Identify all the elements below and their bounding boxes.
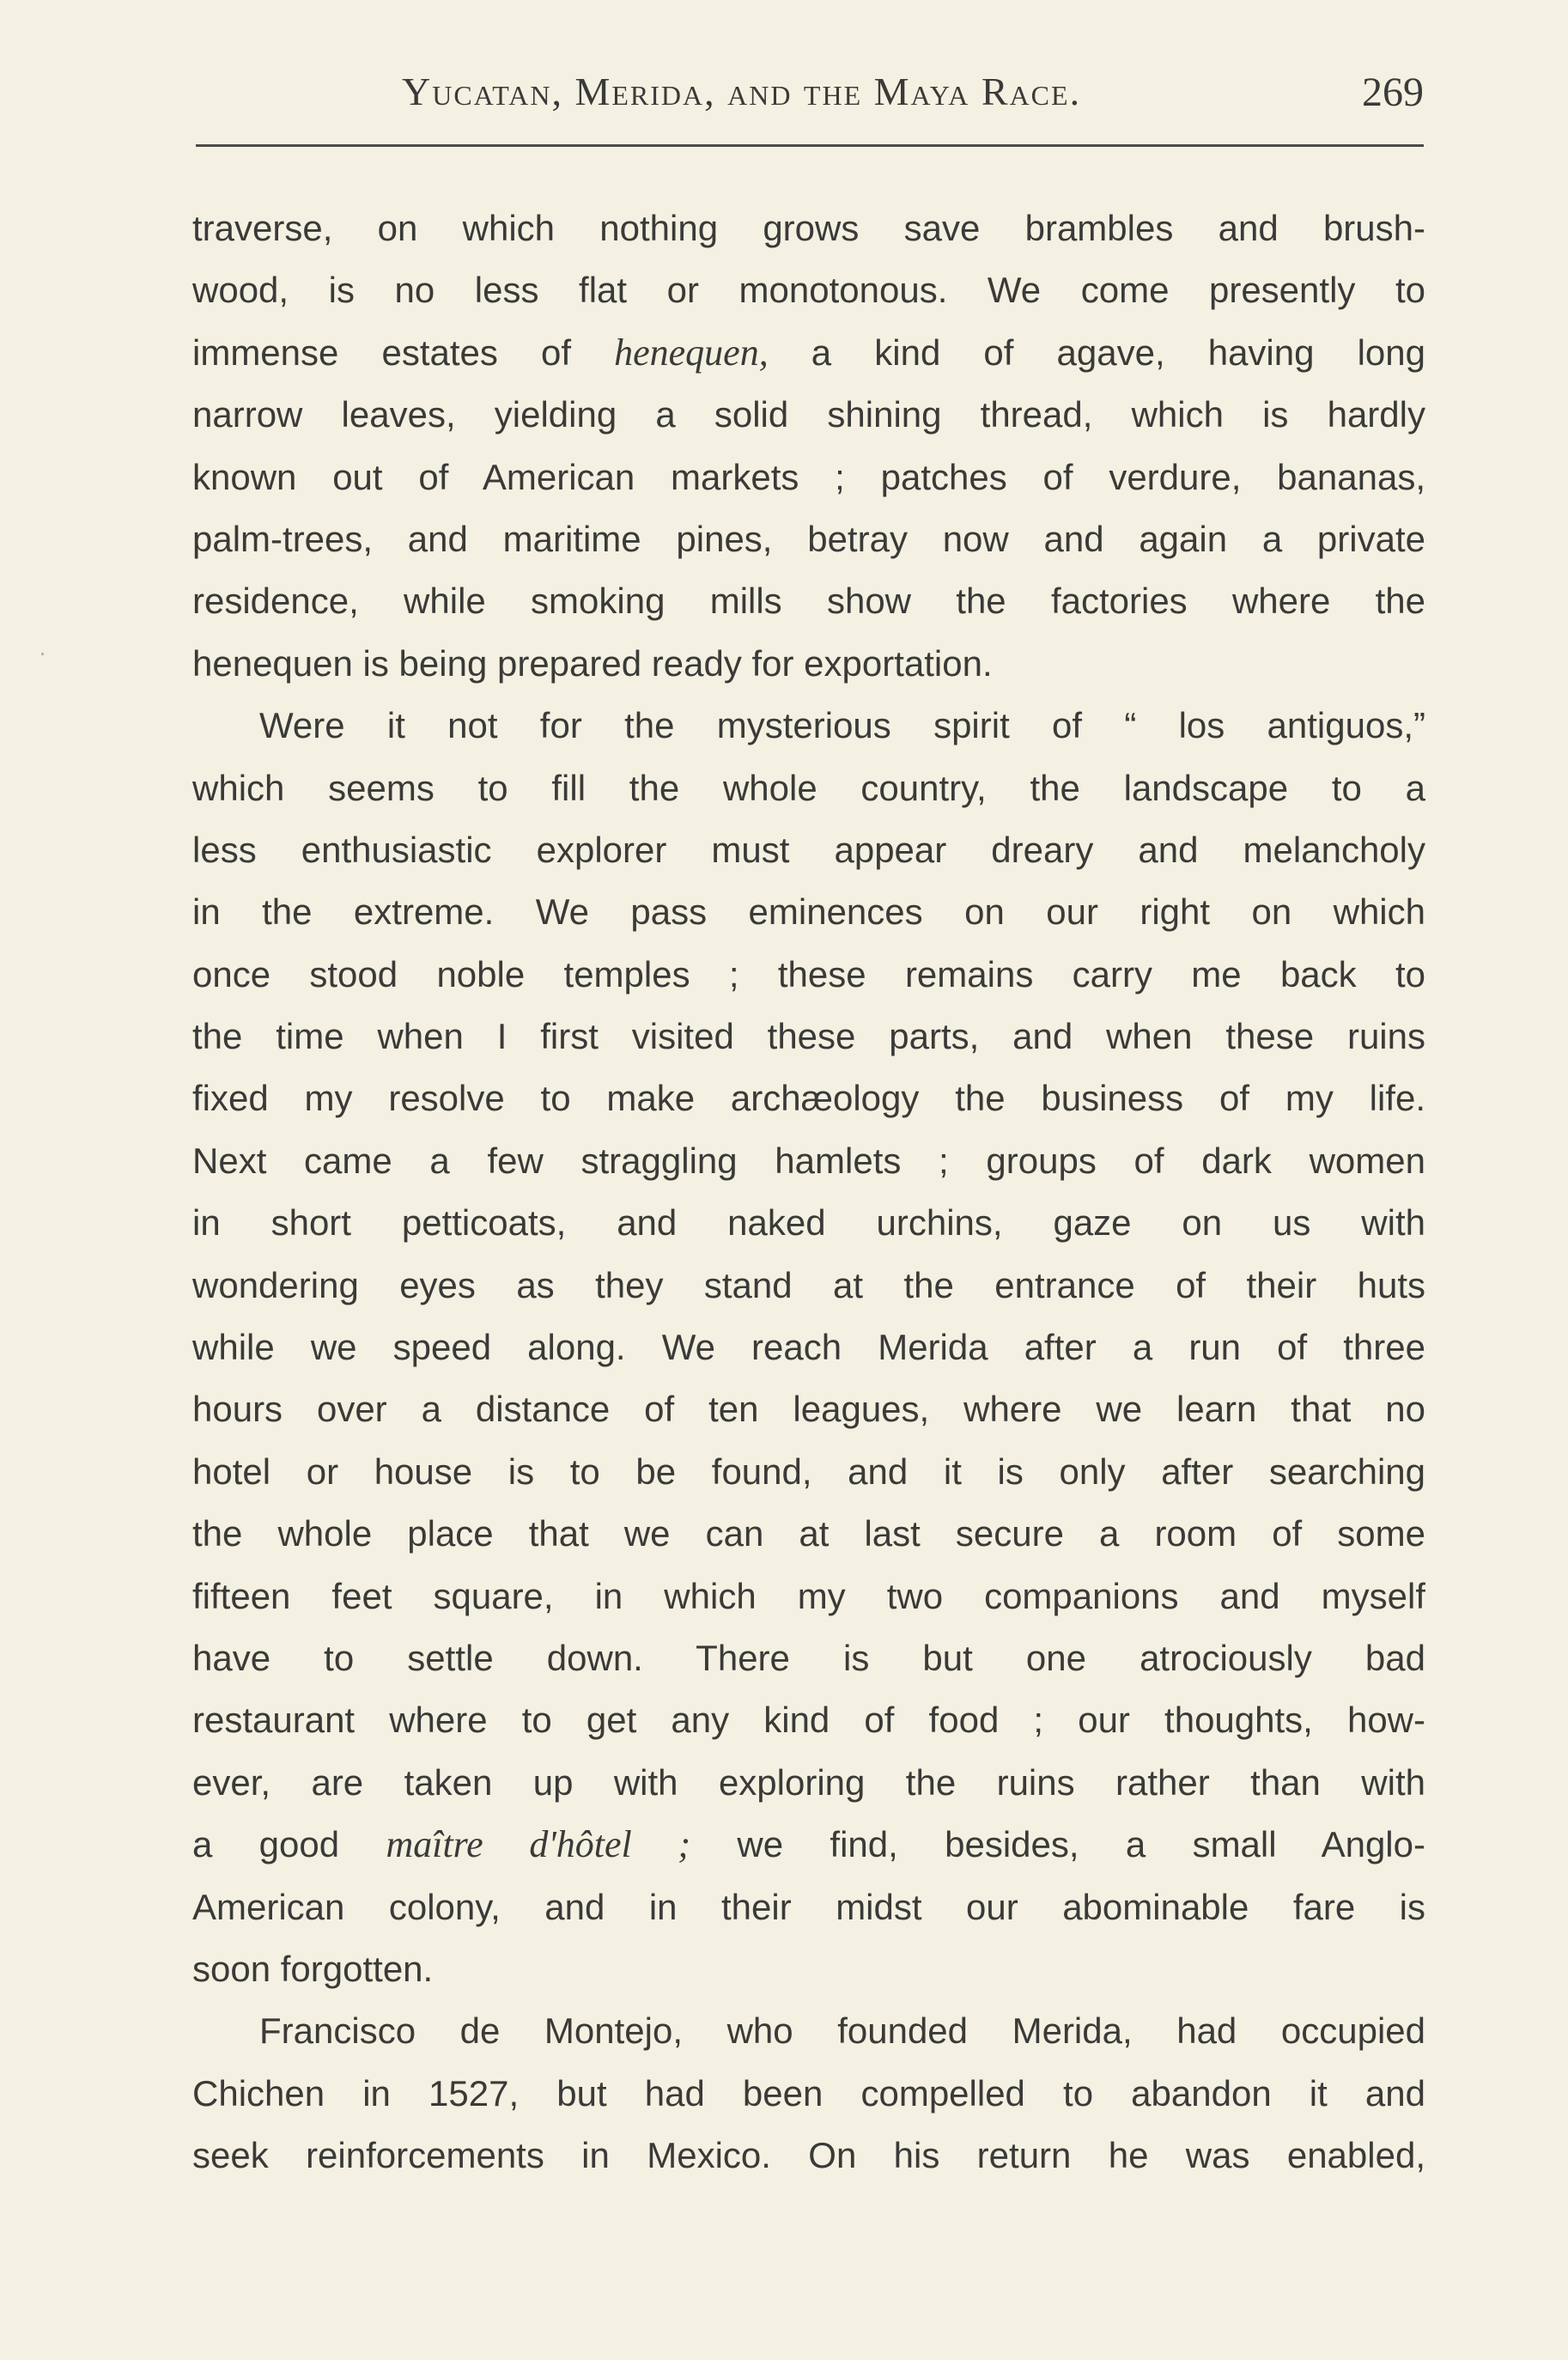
text-line: fixed my resolve to make archæology the business of my life. (192, 1078, 1425, 1119)
text-line: Francisco de Montejo, who founded Merida, had occupied (259, 2010, 1425, 2052)
text-line: traverse, on which nothing grows save brambles and brush- (192, 208, 1425, 248)
text-line: Were it not for the mysterious spirit of “ los antiguos,” (259, 705, 1425, 746)
italic-term: maître d'hôtel ; (386, 1823, 691, 1866)
text-line: henequen is being prepared ready for exportation. (192, 642, 993, 684)
running-title: Yucatan, Merida, and the Maya Race. (402, 70, 1082, 113)
text-line: hours over a distance of ten leagues, where we learn that no (192, 1389, 1425, 1430)
running-header (196, 69, 1424, 137)
paragraph-1 (192, 198, 1425, 695)
text-line: hotel or house is to be found, and it is only after searching (192, 1451, 1425, 1492)
paragraph-2 (192, 695, 1425, 2000)
text-line: soon forgotten. (192, 1948, 434, 1989)
text-line (192, 1814, 1425, 1876)
text-line: restaurant where to get any kind of food ; our thoughts, how- (192, 1700, 1425, 1741)
text-line: known out of American markets ; patches of verdure, bananas, (192, 456, 1425, 497)
page-number: 269 (1362, 70, 1424, 115)
text-line (192, 322, 1425, 384)
text-line: wood, is no less flat or monotonous. We come presently to (192, 270, 1425, 311)
header-rule (196, 144, 1424, 147)
text-line: fifteen feet square, in which my two companions and myself (192, 1575, 1425, 1616)
text-line: less enthusiastic explorer must appear dreary and melancholy (192, 829, 1425, 870)
text-line: the whole place that we can at last secure a room of some (192, 1513, 1425, 1554)
text-line: which seems to fill the whole country, the landscape to a (192, 767, 1425, 808)
text-line: seek reinforcements in Mexico. On his return he was enabled, (192, 2135, 1425, 2176)
text-line: narrow leaves, yielding a solid shining thread, which is hardly (192, 394, 1425, 435)
text-line: ever, are taken up with exploring the ruins rather than with (192, 1761, 1425, 1803)
italic-term: henequen, (614, 331, 769, 374)
text-run: we find, besides, a small Anglo- (690, 1824, 1425, 1865)
text-line: palm-trees, and maritime pines, betray now and again a private (192, 518, 1425, 559)
margin-mark (41, 653, 44, 655)
text-line: residence, while smoking mills show the factories where the (192, 581, 1425, 622)
text-line: Next came a few straggling hamlets ; groups of dark women (192, 1140, 1425, 1181)
text-line: while we speed along. We reach Merida after a run of three (192, 1327, 1425, 1368)
text-run: a kind of agave, having long (768, 331, 1425, 373)
text-line: wondering eyes as they stand at the entrance of their huts (192, 1264, 1425, 1305)
text-line: once stood noble temples ; these remains carry me back to (192, 953, 1425, 994)
text-line: American colony, and in their midst our abominable fare is (192, 1886, 1425, 1927)
text-run: immense estates of (192, 331, 615, 373)
paragraph-3 (192, 2000, 1425, 2187)
text-line: in short petticoats, and naked urchins, gaze on us with (192, 1202, 1425, 1244)
text-line: have to settle down. There is but one atrociously bad (192, 1637, 1425, 1678)
text-line: the time when I first visited these parts, and when these ruins (192, 1016, 1425, 1057)
text-run: a good (192, 1824, 386, 1865)
text-line: Chichen in 1527, but had been compelled to abandon it and (192, 2072, 1425, 2114)
text-line: in the extreme. We pass eminences on our right on which (192, 891, 1425, 933)
body-text (192, 198, 1425, 2187)
